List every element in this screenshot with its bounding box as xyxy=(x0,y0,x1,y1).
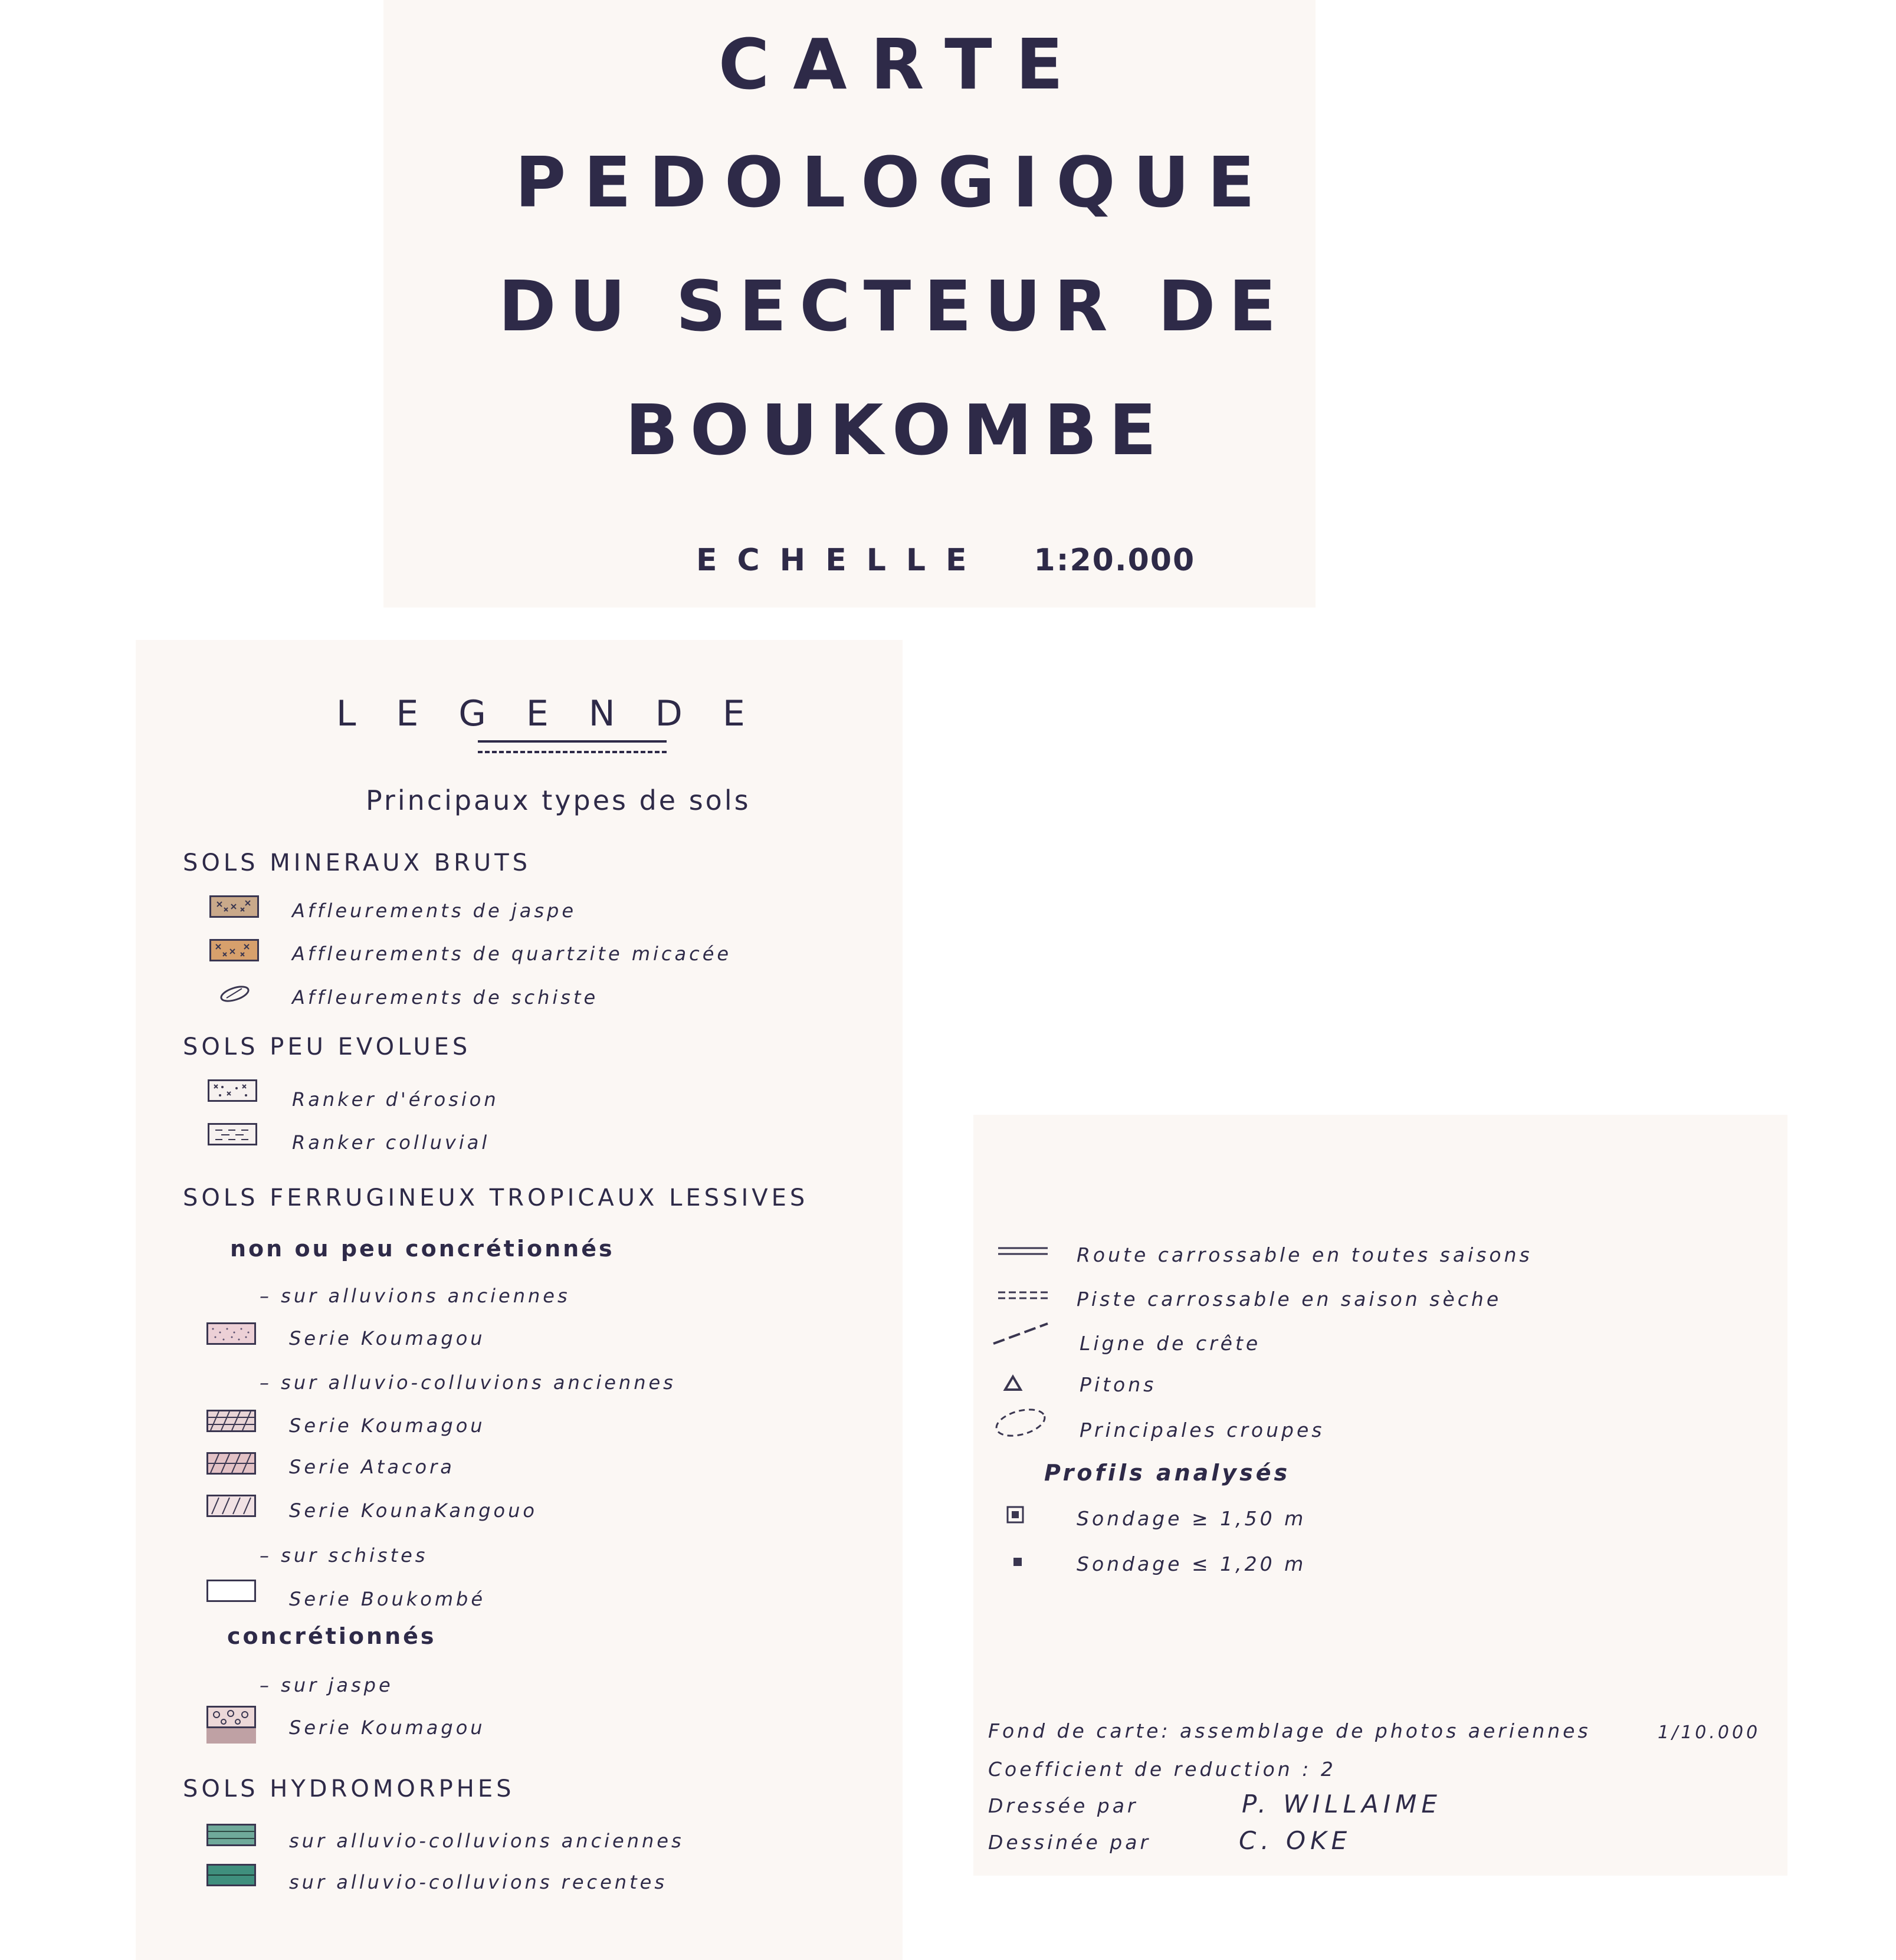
item-serie-kounakangouo: Serie KounaKangouo xyxy=(289,1499,537,1522)
profils-heading: Profils analysés xyxy=(1044,1460,1291,1486)
item-sur-alluvio-colluvions: – sur alluvio-colluvions anciennes xyxy=(260,1371,676,1394)
item-jaspe: Affleurements de jaspe xyxy=(292,899,576,922)
item-serie-koumagou-2: Serie Koumagou xyxy=(289,1414,486,1437)
legend-heading: LEGENDE xyxy=(336,693,785,734)
item-ranker-erosion: Ranker d'érosion xyxy=(292,1088,499,1111)
symbol-ligne-label: Ligne de crête xyxy=(1080,1332,1261,1355)
symbol-route-label: Route carrossable en toutes saisons xyxy=(1077,1243,1533,1266)
credit-dessinee-label: Dessinée par xyxy=(988,1831,1152,1854)
title-line-3: DU SECTEUR DE xyxy=(498,265,1290,347)
credit-fond: Fond de carte: assemblage de photos aeriennes xyxy=(988,1719,1591,1742)
peak-triangle-icon xyxy=(1003,1374,1023,1392)
swatch-koumagou-1 xyxy=(206,1322,256,1345)
item-schiste: Affleurements de schiste xyxy=(292,986,599,1009)
line-pattern-icon xyxy=(208,1866,254,1885)
line-pattern-icon xyxy=(208,1826,254,1844)
legend-underline xyxy=(478,740,667,753)
symbol-pitons-label: Pitons xyxy=(1080,1373,1157,1396)
section-ferrugineux: SOLS FERRUGINEUX TROPICAUX LESSIVES xyxy=(183,1184,809,1212)
item-serie-koumagou-3: Serie Koumagou xyxy=(289,1716,486,1739)
diagonal-pattern-icon xyxy=(208,1496,254,1515)
credit-dessinee-name: C. OKE xyxy=(1239,1826,1352,1855)
item-quartzite: Affleurements de quartzite micacée xyxy=(292,943,732,965)
cross-pattern-icon xyxy=(211,941,257,960)
dash-pattern-icon xyxy=(209,1125,255,1144)
title-block xyxy=(383,0,1316,608)
section-mineraux-bruts: SOLS MINERAUX BRUTS xyxy=(183,849,532,876)
symbol-croupes-label: Principales croupes xyxy=(1080,1419,1325,1442)
credit-dressee-label: Dressée par xyxy=(988,1794,1139,1817)
swatch-atacora xyxy=(206,1452,256,1475)
credit-dressee-name: P. WILLAIME xyxy=(1242,1790,1442,1818)
crosshatch-pattern-icon xyxy=(208,1411,254,1430)
swatch-quartzite xyxy=(209,939,259,961)
title-line-4: BOUKOMBE xyxy=(625,389,1169,471)
item-serie-koumagou-1: Serie Koumagou xyxy=(289,1327,486,1350)
swatch-ranker-colluvial xyxy=(208,1123,257,1145)
section-peu-evolues: SOLS PEU EVOLUES xyxy=(183,1033,471,1061)
item-ranker-colluvial: Ranker colluvial xyxy=(292,1131,490,1154)
dotted-cross-pattern-icon xyxy=(209,1081,255,1100)
swatch-koumagou-3-band xyxy=(206,1728,256,1744)
item-sur-jaspe: – sur jaspe xyxy=(260,1674,393,1696)
scale-label: ECHELLE xyxy=(696,543,987,578)
swatch-koumagou-3 xyxy=(206,1706,256,1728)
nodule-pattern-icon xyxy=(208,1708,254,1726)
subsection-concretionnes: concrétionnés xyxy=(227,1623,437,1649)
croupe-ellipse-icon xyxy=(991,1405,1050,1440)
item-hydro-recentes: sur alluvio-colluvions recentes xyxy=(289,1871,667,1893)
ridge-line-icon xyxy=(991,1320,1050,1347)
item-sur-alluvions-anciennes: – sur alluvions anciennes xyxy=(260,1285,570,1307)
item-hydro-anciennes: sur alluvio-colluvions anciennes xyxy=(289,1830,684,1852)
swatch-hydro-recentes xyxy=(206,1864,256,1886)
title-line-1: CARTE xyxy=(718,24,1087,105)
subsection-non-concretionnes: non ou peu concrétionnés xyxy=(230,1236,615,1262)
title-line-2: PEDOLOGIQUE xyxy=(514,142,1273,223)
item-sur-schistes: – sur schistes xyxy=(260,1544,428,1567)
swatch-jaspe xyxy=(209,895,259,918)
swatch-kounakangouo xyxy=(206,1495,256,1517)
swatch-ranker-erosion xyxy=(208,1079,257,1102)
dot-pattern-icon xyxy=(208,1324,254,1343)
symbol-piste-label: Piste carrossable en saison sèche xyxy=(1077,1288,1502,1311)
road-symbol-icon xyxy=(997,1245,1050,1259)
scale xyxy=(696,543,1195,578)
section-hydromorphes: SOLS HYDROMORPHES xyxy=(183,1775,515,1803)
item-serie-atacora: Serie Atacora xyxy=(289,1456,455,1478)
legend-subheading: Principaux types de sols xyxy=(366,784,751,816)
shallow-sounding-icon xyxy=(1012,1556,1024,1568)
schiste-outcrop-icon xyxy=(218,984,251,1004)
swatch-koumagou-2 xyxy=(206,1410,256,1432)
cross-pattern-icon xyxy=(211,897,257,916)
scale-value: 1:20.000 xyxy=(1034,543,1196,578)
swatch-boukombe xyxy=(206,1580,256,1602)
item-serie-boukombe: Serie Boukombé xyxy=(289,1588,486,1610)
symbol-sondage-1-label: Sondage ≥ 1,50 m xyxy=(1077,1507,1307,1530)
track-symbol-icon xyxy=(997,1289,1050,1303)
hatch-pattern-icon xyxy=(208,1454,254,1473)
credit-fond-scale: 1/10.000 xyxy=(1658,1722,1761,1743)
credit-coefficient: Coefficient de reduction : 2 xyxy=(988,1758,1336,1781)
swatch-hydro-anciennes xyxy=(206,1824,256,1846)
symbol-sondage-2-label: Sondage ≤ 1,20 m xyxy=(1077,1552,1307,1575)
deep-sounding-icon xyxy=(1006,1505,1025,1524)
